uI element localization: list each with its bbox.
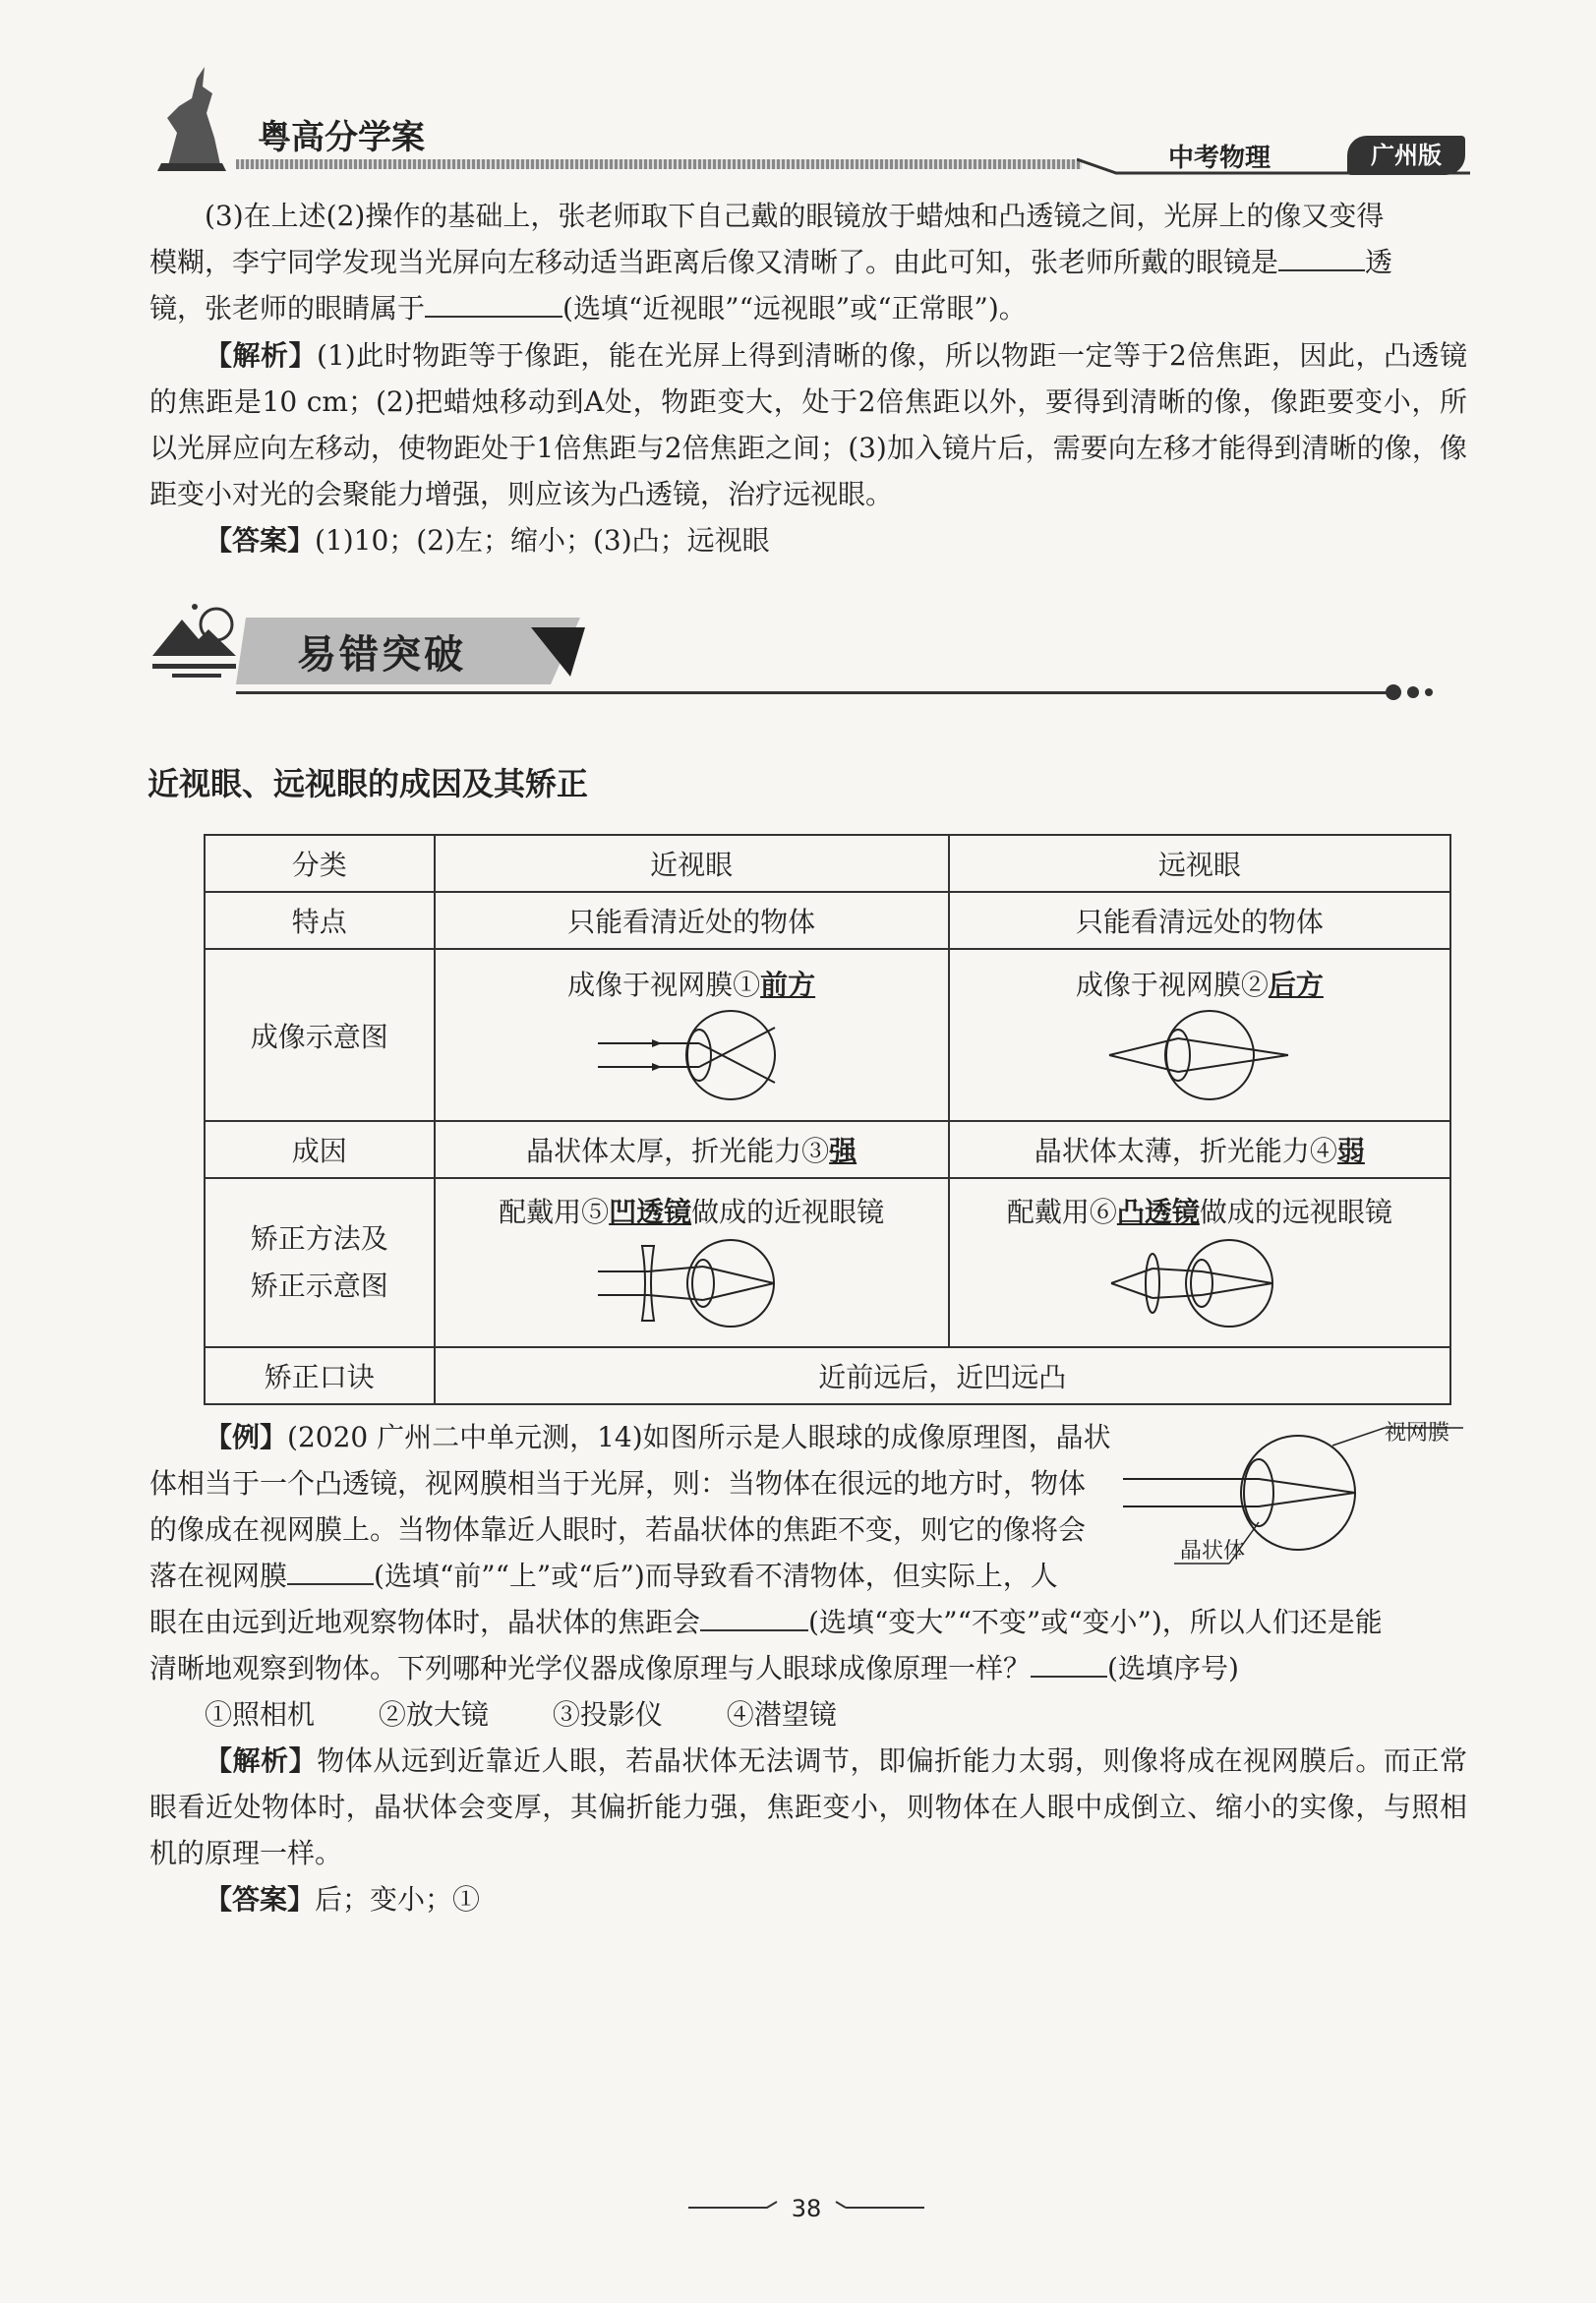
option-item: ②放大镜 <box>378 1698 489 1731</box>
corr-near-key: 凹透镜 <box>609 1196 692 1228</box>
example-line-1 <box>149 1414 1153 1460</box>
table-cell <box>435 949 949 1121</box>
hyperopia-diagram <box>1101 1009 1298 1102</box>
myopia-diagram <box>593 1009 790 1102</box>
table-row <box>205 835 1450 892</box>
corr-far-key: 凸透镜 <box>1116 1196 1200 1228</box>
example-line-5b: (选填“变大”“不变”或“变小”)，所以人们还是能 <box>808 1606 1383 1638</box>
example-analysis <box>149 1738 1467 1876</box>
correction-far-text <box>950 1191 1449 1230</box>
example-line-6a: 清晰地观察到物体。下列哪种光学仪器成像原理与人眼球成像原理一样？ <box>149 1652 1032 1684</box>
example-line-4a: 落在视网膜 <box>149 1560 288 1592</box>
example-line-5 <box>149 1599 1467 1645</box>
answer-label: 【答案】 <box>205 524 316 557</box>
convex-lens-correction-diagram <box>1101 1234 1298 1332</box>
example-label: 【例】 <box>205 1421 288 1453</box>
corr-near-suffix: 做成的近视眼镜 <box>691 1196 885 1228</box>
concave-lens-correction-diagram <box>593 1234 790 1332</box>
answer-blank <box>425 288 562 318</box>
example-line-3: 的像成在视网膜上。当物体靠近人眼时，若晶状体的焦距不变，则它的像将会 <box>149 1513 1087 1546</box>
question-3-line-3 <box>149 285 1467 331</box>
imaging-far-prefix: 成像于视网膜② <box>1075 969 1269 1001</box>
question-3-text-c: 镜，张老师的眼睛属于 <box>149 292 426 325</box>
table-cell: 近视眼 <box>435 835 949 892</box>
banner-dots <box>1382 682 1441 702</box>
imaging-far-text <box>950 964 1449 1003</box>
question-3-line-2 <box>149 239 1467 285</box>
example-line-6 <box>149 1645 1467 1691</box>
table-cell: 矫正口诀 <box>205 1347 435 1404</box>
edition-badge: 广州版 <box>1347 136 1465 175</box>
figure-label-lens: 晶状体 <box>1180 1539 1246 1564</box>
table-cell: 远视眼 <box>949 835 1450 892</box>
table-row <box>205 1121 1450 1178</box>
eye-comparison-table <box>204 834 1451 1405</box>
imaging-far-key: 后方 <box>1268 969 1324 1001</box>
option-item: ④潜望镜 <box>726 1698 837 1731</box>
answer-blank <box>1278 242 1365 271</box>
imaging-near-key: 前方 <box>760 969 816 1001</box>
imaging-near-text <box>436 964 948 1003</box>
example-line-5a: 眼在由远到近地观察物体时，晶状体的焦距会 <box>149 1606 701 1638</box>
table-row <box>205 892 1450 949</box>
table-row <box>205 1178 1450 1347</box>
analysis-text: 物体从远到近靠近人眼，若晶状体无法调节，即偏折能力太弱，则像将成在视网膜后。而正常眼看近处物体时，晶状体会变厚，其偏折能力强，焦距变小，则物体在人眼中成倒立、缩小的实像，与照相机的原理一样。 <box>149 1744 1467 1869</box>
example-answer <box>149 1876 1467 1922</box>
corr-far-suffix: 做成的远视眼镜 <box>1199 1196 1392 1228</box>
question-3-line-1: (3)在上述(2)操作的基础上，张老师取下自己戴的眼镜放于蜡烛和凸透镜之间，光屏上的像又变得 <box>205 200 1385 232</box>
example-line-1-text: (2020 广州二中单元测，14)如图所示是人眼球的成像原理图，晶状 <box>287 1421 1111 1453</box>
header-rule <box>236 159 1082 169</box>
answer-blank <box>700 1602 808 1631</box>
subject-label: 中考物理 <box>1168 144 1271 173</box>
cause-far-key: 弱 <box>1336 1135 1365 1167</box>
example-options <box>205 1691 837 1738</box>
example-line-4 <box>149 1553 1153 1599</box>
mountain-sun-icon <box>148 595 246 688</box>
table-cell: 成像示意图 <box>205 949 435 1121</box>
part3-answer <box>149 517 1467 563</box>
corr-far-prefix: 配戴用⑥ <box>1006 1196 1117 1228</box>
table-cell <box>949 1178 1450 1347</box>
table-cell: 成因 <box>205 1121 435 1178</box>
analysis-label: 【解析】 <box>205 339 318 372</box>
correction-label-line-1: 矫正方法及 <box>250 1222 388 1255</box>
table-cell <box>949 949 1450 1121</box>
answer-label: 【答案】 <box>205 1883 316 1916</box>
table-cell <box>435 1121 949 1178</box>
analysis-text: (1)此时物距等于像距，能在光屏上得到清晰的像，所以物距一定等于2倍焦距，因此，凸透镜的焦距是10 cm；(2)把蜡烛移动到A处，物距变大，处于2倍焦距以外，要得到清晰的像，像距要变小，所以光屏应向左移动，使物距处于1倍焦距与2倍焦距之间；(3)加入镜片后，需要向左移才能得到清晰的像，像距变小对光的会聚能力增强，则应该为凸透镜，治疗远视眼。 <box>149 339 1467 510</box>
question-3-text-b: 模糊，李宁同学发现当光屏向左移动适当距离后像又清晰了。由此可知，张老师所戴的眼镜是 <box>149 246 1279 278</box>
cause-far-prefix: 晶状体太薄，折光能力④ <box>1034 1135 1337 1167</box>
correction-near-text <box>436 1191 948 1230</box>
answer-text: 后；变小；① <box>315 1883 481 1916</box>
section-banner-title: 易错突破 <box>297 632 466 678</box>
table-cell: 只能看清远处的物体 <box>949 892 1450 949</box>
table-cell <box>435 1178 949 1347</box>
table-cell: 只能看清近处的物体 <box>435 892 949 949</box>
answer-text: (1)10；(2)左；缩小；(3)凸；远视眼 <box>315 524 770 557</box>
answer-blank <box>1031 1648 1107 1678</box>
question-3-text-c2: (选填“近视眼”“远视眼”或“正常眼”)。 <box>562 292 1027 325</box>
example-line-4b: (选填“前”“上”或“后”)而导致看不清物体，但实际上，人 <box>374 1560 1058 1592</box>
cause-near-key: 强 <box>829 1135 857 1167</box>
table-cell <box>949 1121 1450 1178</box>
example-line-6b: (选填序号) <box>1107 1652 1239 1684</box>
analysis-label: 【解析】 <box>205 1744 318 1777</box>
part3-analysis <box>149 332 1467 517</box>
correction-label-line-2: 矫正示意图 <box>250 1270 388 1302</box>
corr-near-prefix: 配戴用⑤ <box>499 1196 610 1228</box>
banner-rule <box>236 691 1387 694</box>
goat-statue-logo-icon <box>138 59 236 177</box>
table-row <box>205 1347 1450 1404</box>
table-row <box>205 949 1450 1121</box>
table-cell <box>205 1178 435 1347</box>
cause-near-prefix: 晶状体太厚，折光能力③ <box>526 1135 830 1167</box>
answer-blank <box>287 1556 374 1585</box>
imaging-near-prefix: 成像于视网膜① <box>567 969 761 1001</box>
table-cell: 近前远后，近凹远凸 <box>435 1347 1451 1404</box>
table-cell: 分类 <box>205 835 435 892</box>
topic-heading: 近视眼、远视眼的成因及其矫正 <box>148 765 589 802</box>
table-cell: 特点 <box>205 892 435 949</box>
option-item: ①照相机 <box>205 1698 316 1731</box>
example-line-2: 体相当于一个凸透镜，视网膜相当于光屏，则：当物体在很远的地方时，物体 <box>149 1467 1087 1500</box>
option-item: ③投影仪 <box>552 1698 663 1731</box>
figure-label-retina: 视网膜 <box>1385 1421 1450 1446</box>
page-number: 38 <box>791 2195 822 2222</box>
brand-title: 粤高分学案 <box>258 118 425 157</box>
question-3-text-b2: 透 <box>1365 246 1393 278</box>
